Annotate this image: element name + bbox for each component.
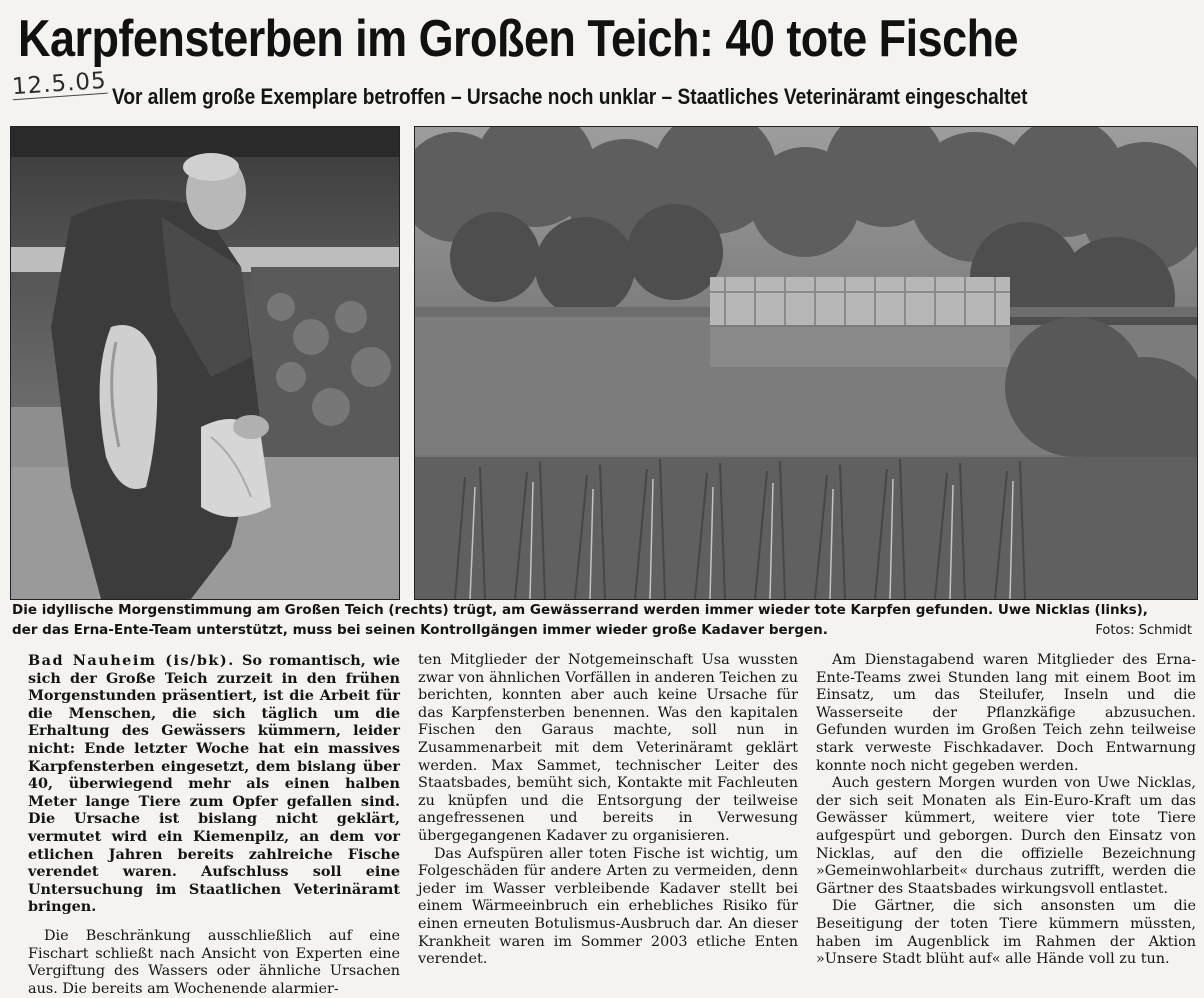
paragraph-2: Die Beschränkung ausschließlich auf eine Fischart schließt nach Ansicht von Experten eine Vergiftung des Wassers oder ähnliche Ursachen aus. Die bereits am Wochenende alarmier- [28,927,400,997]
paragraph-6: Die Gärtner, die sich ansonsten um die Beseitigung der toten Tiere kümmern müssten, haben im Augenblick im Rahmen der Aktion »Unsere Stadt blüht auf« alle Hände voll zu tun. [816,898,1196,968]
photo-pond [414,126,1198,600]
caption-line-1: Die idyllische Morgenstimmung am Großen Teich (rechts) trügt, am Gewässerrand werden immer wieder tote Karpfen gefunden. Uwe Nicklas (links), [12,602,1148,618]
lead-text: So romantisch, wie sich der Große Teich zurzeit in den frühen Morgenstunden präsentiert, ist die Arbeit für die Menschen, die sich täglich um die Erhaltung des Gewässers kümmern, leider nicht: Ende letzter Woche hat ein massives Karpfensterben eingesetzt, dem bislang über 40, überwiegend mehr als einen halben Meter lange Tiere zum Opfer gefallen sind. Die Ursache ist bislang nicht geklärt, vermutet wird ein Kiemenpilz, an dem vor etlichen Jahren bereits zahlreiche Fische verendet waren. Aufschluss soll eine Untersuchung im Staatlichen Veterinäramt bringen. [28,652,401,916]
lead-paragraph [28,652,400,916]
paragraph-5: Auch gestern Morgen wurden von Uwe Nicklas, der sich seit Monaten als Ein-Euro-Kraft um das Gewässer kümmert, weitere vier tote Tiere aufgespürt und geborgen. Durch den Einsatz von Nicklas, auf den die offizielle Bezeichnung »Gemeinwohlarbeit« durchaus zutrifft, werden die Gärtner des Staatsbades wirkungsvoll entlastet. [816,775,1196,897]
paragraph-2-continued: ten Mitglieder der Notgemeinschaft Usa wussten zwar von ähnlichen Vorfällen in anderen Teichen zu berichten, konnten aber auch keine Ursache für das Karpfensterben benennen. Was den kapitalen Fischen den Garaus machte, soll nun in Zusammenarbeit mit dem Veterinäramt geklärt werden. Max Sammet, technischer Leiter des Staatsbades, bemüht sich, Kontakte mit Fachleuten zu knüpfen und die Entsorgung der teilweise angefressenen und bereits in Verwesung übergegangenen Kadaver zu organisieren. [418,652,798,844]
handwritten-date: 12.5.05 [11,67,108,101]
photo-man-with-carp [10,126,400,600]
article-column-3 [816,652,1196,969]
article-column-1 [28,652,400,998]
caption-line-2: der das Erna-Ente-Team unterstützt, muss bei seinen Kontrollgängen immer wieder große Kadaver bergen. [12,622,828,638]
paragraph-3: Das Aufspüren aller toten Fische ist wichtig, um Folgeschäden für andere Arten zu vermeiden, denn jeder im Wasser verbleibende Kadaver stellt bei einem Wärmeeinbruch ein erhebliches Risiko für einen erneuten Botulismus-Ausbruch dar. An dieser Krankheit waren im Sommer 2003 etliche Enten verendet. [418,845,798,968]
dateline: Bad Nauheim (is/bk). [28,652,235,669]
photo-credit: Fotos: Schmidt [1095,623,1192,638]
headline: Karpfensterben im Großen Teich: 40 tote Fische [18,10,1019,68]
subheadline: Vor allem große Exemplare betroffen – Ursache noch unklar – Staatliches Veterinäramt eingeschaltet [112,84,1028,109]
paragraph-4: Am Dienstagabend waren Mitglieder des Erna-Ente-Teams zwei Stunden lang mit einem Boot im Einsatz, um das Steilufer, Inseln und die Wasserseite der Pflanzkäfige abzusuchen. Gefunden wurden im Großen Teich zehn teilweise stark verweste Fischkadaver. Doch Entwarnung konnte noch nicht gegeben werden. [816,652,1196,774]
article-column-2 [418,652,798,969]
photo-caption [12,600,1194,640]
